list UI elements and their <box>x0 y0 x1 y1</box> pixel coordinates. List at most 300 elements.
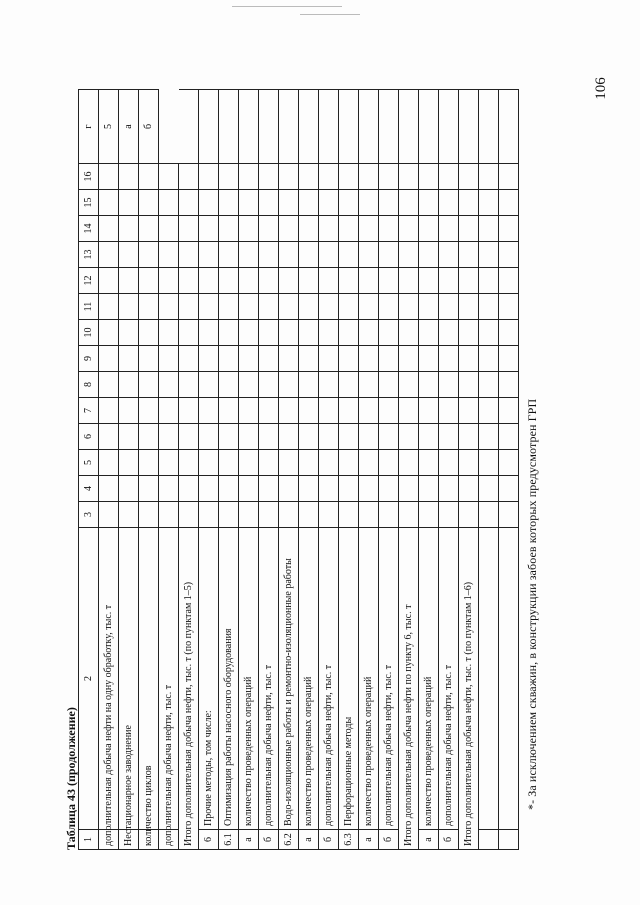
table-row-number: 5 <box>99 89 119 163</box>
table-cell-empty <box>179 163 199 189</box>
table-cell-empty <box>219 501 239 527</box>
header-cell: 6 <box>79 423 99 449</box>
header-cell: 9 <box>79 345 99 371</box>
footnote: *- За исключением скважин, в конструкции забоев которых предусмотрен ГРП <box>525 398 539 810</box>
table-cell-empty <box>119 189 139 215</box>
table-cell-empty <box>359 345 379 371</box>
table-cell-empty <box>259 319 279 345</box>
table-cell-empty <box>419 267 439 293</box>
table-cell-empty <box>159 449 179 475</box>
table-cell-empty <box>239 189 259 215</box>
table-cell-empty <box>139 215 159 241</box>
scan-mark-top <box>232 6 342 7</box>
table-cell-empty <box>99 189 119 215</box>
table-cell-empty <box>199 371 219 397</box>
table-cell-empty <box>99 423 119 449</box>
table-cell-empty <box>279 189 299 215</box>
table-cell-empty <box>419 371 439 397</box>
table-row-number: б <box>259 829 279 849</box>
table-cell-empty <box>119 501 139 527</box>
table-cell-empty <box>279 319 299 345</box>
table-cell-empty <box>419 215 439 241</box>
table-cell-empty <box>339 319 359 345</box>
table-cell-empty <box>419 397 439 423</box>
table-cell-empty <box>319 423 339 449</box>
table-cell-empty <box>179 449 199 475</box>
table-cell-empty <box>319 215 339 241</box>
table-cell-empty <box>299 345 319 371</box>
table-cell-empty <box>339 423 359 449</box>
table-cell-empty <box>199 423 219 449</box>
table-cell-empty <box>399 371 419 397</box>
table-row-number: 6 <box>199 829 219 849</box>
table-row-label: дополнительная добыча нефти, тыс. т <box>159 829 179 849</box>
table-cell-empty <box>99 371 119 397</box>
table-cell-empty <box>239 423 259 449</box>
table-cell-empty <box>259 215 279 241</box>
table-cell-empty <box>319 241 339 267</box>
table-cell-empty <box>319 267 339 293</box>
table-cell-empty <box>379 475 399 501</box>
table-cell-empty <box>379 423 399 449</box>
table-cell-empty <box>459 189 479 215</box>
table-cell-empty <box>459 241 479 267</box>
table-row-label: количество проведенных операций <box>359 527 379 829</box>
table-cell-empty <box>99 319 119 345</box>
table-cell-empty <box>279 449 299 475</box>
table-cell-empty <box>339 163 359 189</box>
table-cell-empty <box>239 267 259 293</box>
table-cell-empty <box>119 449 139 475</box>
table-cell-empty <box>199 163 219 189</box>
table-row-label: Прочие методы, том числе: <box>199 527 219 829</box>
table-row-label: дополнительная добыча нефти, тыс. т <box>319 527 339 829</box>
table-row-number: б <box>439 829 459 849</box>
table-cell-empty <box>199 293 219 319</box>
table-cell-empty <box>459 371 479 397</box>
table-cell-empty <box>319 189 339 215</box>
table-cell-empty <box>319 293 339 319</box>
table-cell-empty <box>119 241 139 267</box>
table-row-number: а <box>299 829 319 849</box>
table-cell-empty <box>459 423 479 449</box>
table-cell-empty <box>499 501 519 527</box>
table-cell-empty <box>459 89 479 163</box>
table-cell-empty <box>259 267 279 293</box>
table-cell-empty <box>339 371 359 397</box>
table-cell-empty <box>339 475 359 501</box>
table-cell-empty <box>459 397 479 423</box>
table-cell-empty <box>239 501 259 527</box>
table-cell-empty <box>159 527 179 829</box>
table-cell-empty <box>499 475 519 501</box>
table-cell-empty <box>359 89 379 163</box>
table-cell-empty <box>399 163 419 189</box>
table-cell-empty <box>499 829 519 849</box>
table-cell-empty <box>199 89 219 163</box>
header-cell: 5 <box>79 449 99 475</box>
table-cell-empty <box>459 293 479 319</box>
table-cell-empty <box>119 371 139 397</box>
table-cell-empty <box>499 241 519 267</box>
table-cell-empty <box>239 215 259 241</box>
table-cell-empty <box>479 241 499 267</box>
table-cell-empty <box>279 215 299 241</box>
table-cell-empty <box>459 319 479 345</box>
table-row-number: б <box>139 89 159 163</box>
table-cell-empty <box>319 345 339 371</box>
table-cell-empty <box>299 89 319 163</box>
table-row-label: дополнительная добыча нефти на одну обработку, тыс. т <box>99 829 119 849</box>
table-cell-empty <box>179 371 199 397</box>
table-cell-empty <box>319 319 339 345</box>
table-cell-empty <box>299 241 319 267</box>
table-cell-empty <box>359 267 379 293</box>
table-cell-empty <box>359 423 379 449</box>
table-cell-empty <box>239 371 259 397</box>
table-cell-empty <box>139 397 159 423</box>
table-cell-empty <box>359 319 379 345</box>
table-cell-empty <box>439 163 459 189</box>
table-cell-empty <box>379 319 399 345</box>
header-cell: 16 <box>79 163 99 189</box>
table-cell-empty <box>99 163 119 189</box>
table-cell-empty <box>299 475 319 501</box>
table-cell-empty <box>359 371 379 397</box>
table-row-number: а <box>119 89 139 163</box>
table-cell-empty <box>159 215 179 241</box>
table-cell-empty <box>499 163 519 189</box>
table-cell-empty <box>359 293 379 319</box>
table-cell-empty <box>279 345 299 371</box>
table-row-label: Итого дополнительная добыча нефти, тыс. т (по пунктам 1–5) <box>179 527 199 849</box>
table-cell-empty <box>319 501 339 527</box>
table-cell-empty <box>439 293 459 319</box>
table-cell-empty <box>419 89 439 163</box>
table-row-label: Итого дополнительная добыча нефти по пункту 6, тыс. т <box>399 527 419 849</box>
table-cell-empty <box>259 345 279 371</box>
table-cell-empty <box>279 241 299 267</box>
scan-mark-top-2 <box>300 14 360 15</box>
table-cell-empty <box>199 397 219 423</box>
table-cell-empty <box>139 371 159 397</box>
table-cell-empty <box>179 475 199 501</box>
table-cell-empty <box>99 345 119 371</box>
data-table <box>78 89 519 850</box>
table-cell-empty <box>419 423 439 449</box>
table-cell-empty <box>219 449 239 475</box>
table-cell-empty <box>479 449 499 475</box>
table-row-label: дополнительная добыча нефти, тыс. т <box>379 527 399 829</box>
header-cell: 3 <box>79 501 99 527</box>
table-cell-empty <box>319 475 339 501</box>
table-cell-empty <box>319 89 339 163</box>
table-cell-empty <box>159 319 179 345</box>
table-cell-empty <box>299 501 319 527</box>
page-number: 106 <box>592 77 609 100</box>
table-cell-empty <box>439 241 459 267</box>
header-cell: 2 <box>79 527 99 829</box>
table-cell-empty <box>499 345 519 371</box>
header-cell: 1 <box>79 829 99 849</box>
table-cell-empty <box>159 423 179 449</box>
table-cell-empty <box>439 371 459 397</box>
table-cell-empty <box>339 267 359 293</box>
table-cell-empty <box>179 89 199 163</box>
table-cell-empty <box>139 527 159 829</box>
table-cell-empty <box>499 189 519 215</box>
table-cell-empty <box>259 449 279 475</box>
header-cell: 13 <box>79 241 99 267</box>
table-cell-empty <box>499 215 519 241</box>
table-cell-empty <box>179 293 199 319</box>
table-cell-empty <box>499 319 519 345</box>
table-cell-empty <box>179 319 199 345</box>
table-cell-empty <box>179 345 199 371</box>
table-row-number: 6.2 <box>279 829 299 849</box>
table-cell-empty <box>499 449 519 475</box>
table-cell-empty <box>339 189 359 215</box>
table-cell-empty <box>259 423 279 449</box>
table-cell-empty <box>459 345 479 371</box>
table-cell-empty <box>379 215 399 241</box>
table-cell-empty <box>159 397 179 423</box>
table-cell-empty <box>139 501 159 527</box>
table-cell-empty <box>419 501 439 527</box>
table-cell-empty <box>439 267 459 293</box>
table-cell-empty <box>219 293 239 319</box>
table-cell-empty <box>159 293 179 319</box>
table-row-number: а <box>239 829 259 849</box>
table-row-label: дополнительная добыча нефти, тыс. т <box>439 527 459 829</box>
table-cell-empty <box>459 449 479 475</box>
table-cell-empty <box>459 215 479 241</box>
table-cell-empty <box>119 215 139 241</box>
table-cell-empty <box>479 319 499 345</box>
table-cell-empty <box>459 163 479 189</box>
table-cell-empty <box>119 267 139 293</box>
table-cell-empty <box>419 319 439 345</box>
table-cell-empty <box>379 397 399 423</box>
table-cell-empty <box>279 475 299 501</box>
table-cell-empty <box>279 267 299 293</box>
table-cell-empty <box>399 449 419 475</box>
table-cell-empty <box>239 397 259 423</box>
table-cell-empty <box>239 475 259 501</box>
table-cell-empty <box>479 423 499 449</box>
table-cell-empty <box>479 371 499 397</box>
table-cell-empty <box>339 241 359 267</box>
table-cell-empty <box>479 475 499 501</box>
table-cell-empty <box>379 267 399 293</box>
table-cell-empty <box>219 345 239 371</box>
table-cell-empty <box>499 267 519 293</box>
table-cell-empty <box>439 189 459 215</box>
table-cell-empty <box>379 163 399 189</box>
table-cell-empty <box>139 423 159 449</box>
table-cell-empty <box>139 189 159 215</box>
table-cell-empty <box>299 293 319 319</box>
table-cell-empty <box>179 501 199 527</box>
table-cell-empty <box>219 371 239 397</box>
table-cell-empty <box>279 423 299 449</box>
table-row-number: 6.3 <box>339 829 359 849</box>
table-cell-empty <box>439 215 459 241</box>
table-cell-empty <box>219 475 239 501</box>
table-cell-empty <box>419 241 439 267</box>
table-cell-empty <box>339 293 359 319</box>
table-cell-empty <box>459 501 479 527</box>
table-cell-empty <box>439 501 459 527</box>
table-cell-empty <box>219 241 239 267</box>
table-cell-empty <box>419 293 439 319</box>
table-cell-empty <box>199 449 219 475</box>
header-cell: 15 <box>79 189 99 215</box>
table-cell-empty <box>259 371 279 397</box>
table-row-label: дополнительная добыча нефти, тыс. т <box>259 527 279 829</box>
table-cell-empty <box>419 475 439 501</box>
table-cell-empty <box>399 345 419 371</box>
table-cell-empty <box>359 475 379 501</box>
table-cell-empty <box>99 241 119 267</box>
table-cell-empty <box>299 215 319 241</box>
table-cell-empty <box>479 163 499 189</box>
table-cell-empty <box>179 241 199 267</box>
table-cell-empty <box>299 163 319 189</box>
table-cell-empty <box>259 189 279 215</box>
table-cell-empty <box>479 189 499 215</box>
table-cell-empty <box>399 501 419 527</box>
table-cell-empty <box>299 267 319 293</box>
table-cell-empty <box>439 345 459 371</box>
table-cell-empty <box>239 449 259 475</box>
table-cell-empty <box>139 345 159 371</box>
table-cell-empty <box>99 215 119 241</box>
table-cell-empty <box>99 267 119 293</box>
table-cell-empty <box>359 501 379 527</box>
table-cell-empty <box>139 163 159 189</box>
table-cell-empty <box>259 163 279 189</box>
table-cell-empty <box>119 293 139 319</box>
table-cell-empty <box>419 345 439 371</box>
table-cell-empty <box>219 319 239 345</box>
table-cell-empty <box>99 449 119 475</box>
table-cell-empty <box>199 475 219 501</box>
table-cell-empty <box>459 267 479 293</box>
table-cell-empty <box>339 501 359 527</box>
header-cell: 14 <box>79 215 99 241</box>
table-cell-empty <box>379 501 399 527</box>
table-row-number: б <box>319 829 339 849</box>
table-cell-empty <box>499 527 519 829</box>
table-cell-empty <box>159 475 179 501</box>
table-cell-empty <box>179 397 199 423</box>
table-cell-empty <box>439 423 459 449</box>
table-cell-empty <box>419 449 439 475</box>
table-cell-empty <box>339 449 359 475</box>
table-row-label: количество проведенных операций <box>239 527 259 829</box>
table-cell-empty <box>439 319 459 345</box>
table-cell-empty <box>279 501 299 527</box>
table-cell-empty <box>379 189 399 215</box>
table-cell-empty <box>459 475 479 501</box>
table-cell-empty <box>219 215 239 241</box>
table-cell-empty <box>479 267 499 293</box>
header-cell: 10 <box>79 319 99 345</box>
table-cell-empty <box>119 423 139 449</box>
table-cell-empty <box>159 163 179 189</box>
table-cell-empty <box>199 241 219 267</box>
header-cell: 4 <box>79 475 99 501</box>
table-cell-empty <box>139 267 159 293</box>
table-cell-empty <box>119 475 139 501</box>
header-cell: 8 <box>79 371 99 397</box>
table-cell-empty <box>499 423 519 449</box>
table-cell-empty <box>299 371 319 397</box>
table-cell-empty <box>359 163 379 189</box>
table-row-label: Водо-изоляционные работы и ремонтно-изоляционные работы <box>279 527 299 829</box>
table-cell-empty <box>179 423 199 449</box>
table-cell-empty <box>239 241 259 267</box>
header-cell: 12 <box>79 267 99 293</box>
table-row-label: Нестационарное заводнение <box>119 829 139 849</box>
table-cell-empty <box>319 397 339 423</box>
table-cell-empty <box>399 423 419 449</box>
table-cell-empty <box>399 319 419 345</box>
table-cell-empty <box>319 163 339 189</box>
table-cell-empty <box>119 319 139 345</box>
table-cell-empty <box>199 267 219 293</box>
table-cell-empty <box>399 189 419 215</box>
table-cell-empty <box>499 89 519 163</box>
table-cell-empty <box>399 267 419 293</box>
table-cell-empty <box>499 293 519 319</box>
table-cell-empty <box>479 215 499 241</box>
table-cell-empty <box>439 449 459 475</box>
table-cell-empty <box>159 241 179 267</box>
table-cell-empty <box>99 527 119 829</box>
table-cell-empty <box>479 527 499 829</box>
table-cell-empty <box>219 189 239 215</box>
table-cell-empty <box>159 345 179 371</box>
table-cell-empty <box>279 89 299 163</box>
table-cell-empty <box>239 319 259 345</box>
table-cell-empty <box>219 397 239 423</box>
table-cell-empty <box>379 345 399 371</box>
table-cell-empty <box>299 449 319 475</box>
table-cell-empty <box>259 241 279 267</box>
table-cell-empty <box>479 89 499 163</box>
table-cell-empty <box>179 189 199 215</box>
table-cell-empty <box>159 267 179 293</box>
table-cell-empty <box>439 89 459 163</box>
table-cell-empty <box>99 501 119 527</box>
table-cell-empty <box>299 423 319 449</box>
table-cell-empty <box>399 89 419 163</box>
table-cell-empty <box>259 501 279 527</box>
table-cell-empty <box>159 501 179 527</box>
table-cell-empty <box>339 215 359 241</box>
table-row-label: количество проведенных операций <box>419 527 439 829</box>
table-cell-empty <box>219 163 239 189</box>
table-row-number: б <box>379 829 399 849</box>
table-cell-empty <box>379 449 399 475</box>
rotated-sheet <box>62 90 572 850</box>
table-cell-empty <box>399 293 419 319</box>
table-cell-empty <box>339 397 359 423</box>
table-cell-empty <box>299 189 319 215</box>
table-cell-empty <box>399 241 419 267</box>
